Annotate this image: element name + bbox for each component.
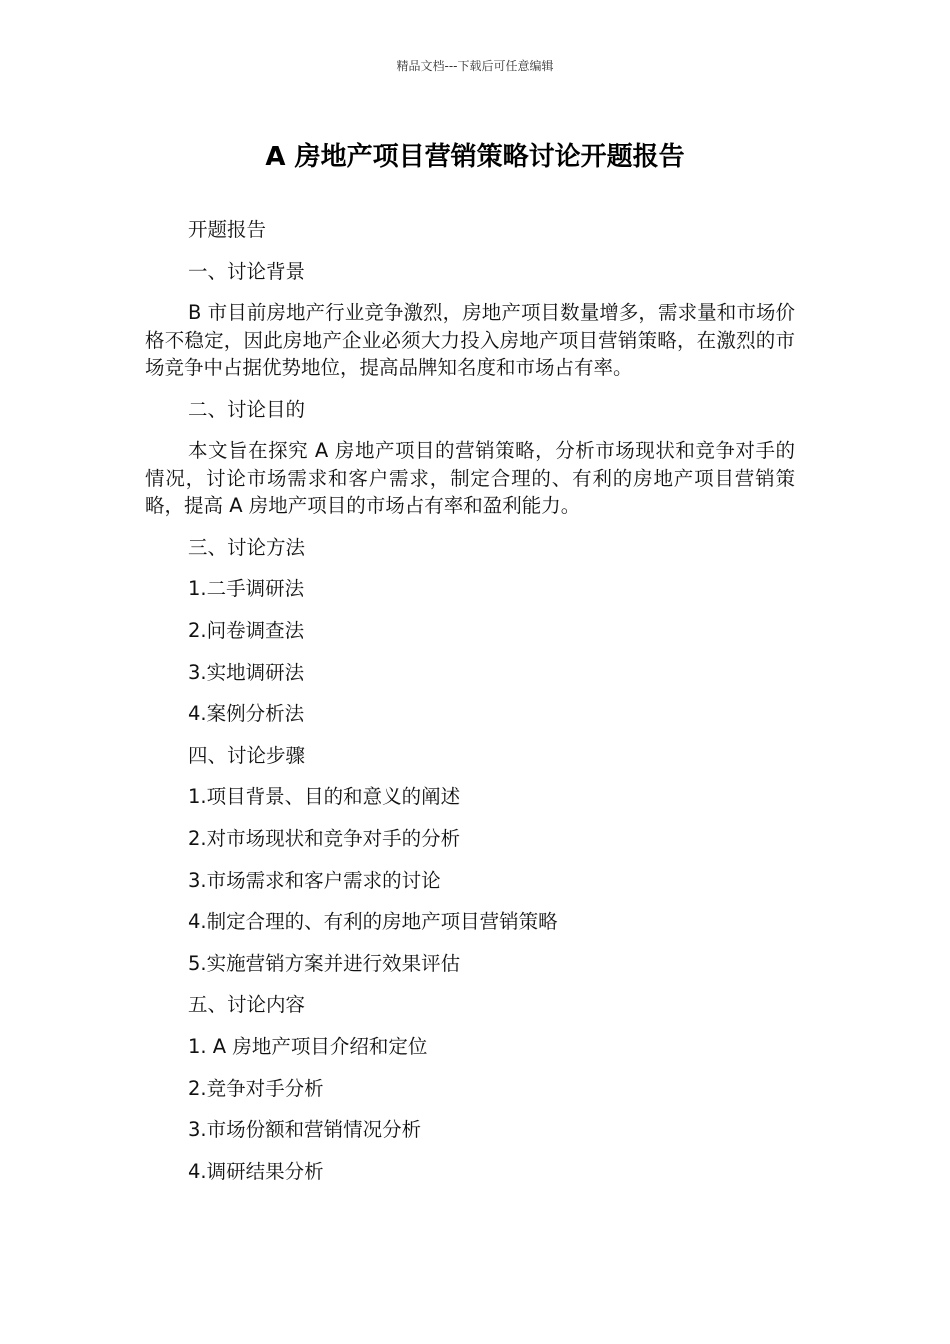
list-item: 4.调研结果分析 bbox=[188, 1159, 324, 1183]
list-item: 2.问卷调查法 bbox=[188, 618, 305, 642]
list-item: 3.实地调研法 bbox=[188, 660, 305, 684]
section-heading: 三、讨论方法 bbox=[188, 535, 306, 559]
list-item: 1.二手调研法 bbox=[188, 577, 305, 601]
body-paragraph: 本文旨在探究 A 房地产项目的营销策略，分析市场现状和竞争对手的情况，讨论市场需求和客户需求，制定合理的、有利的房地产项目营销策略，提高 A 房地产项目的市场占有率和盈利能力。 bbox=[145, 439, 795, 518]
section-heading: 四、讨论步骤 bbox=[188, 743, 306, 767]
body-paragraph: B 市目前房地产行业竞争激烈，房地产项目数量增多，需求量和市场价格不稳定，因此房地产企业必须大力投入房地产项目营销策略，在激烈的市场竞争中占据优势地位，提高品牌知名度和市场占有率。 bbox=[145, 301, 795, 380]
section-heading: 二、讨论目的 bbox=[188, 397, 306, 421]
list-item: 1.项目背景、目的和意义的阐述 bbox=[188, 785, 461, 809]
list-item: 1. A 房地产项目介绍和定位 bbox=[188, 1034, 428, 1058]
list-item: 4.制定合理的、有利的房地产项目营销策略 bbox=[188, 910, 558, 934]
list-item: 2.对市场现状和竞争对手的分析 bbox=[188, 826, 461, 850]
list-item: 5.实施营销方案并进行效果评估 bbox=[188, 951, 461, 975]
section-label: 开题报告 bbox=[188, 218, 267, 241]
document-body bbox=[145, 216, 795, 1199]
document-title: A 房地产项目营销策略讨论开题报告 bbox=[265, 142, 685, 172]
list-item: 4.案例分析法 bbox=[188, 702, 305, 726]
section-heading: 一、讨论背景 bbox=[188, 259, 306, 283]
list-item: 3.市场份额和营销情况分析 bbox=[188, 1118, 422, 1142]
list-item: 3.市场需求和客户需求的讨论 bbox=[188, 868, 441, 892]
header-note: 精品文档---下载后可任意编辑 bbox=[396, 59, 554, 73]
section-heading: 五、讨论内容 bbox=[188, 993, 306, 1017]
list-item: 2.竞争对手分析 bbox=[188, 1076, 324, 1100]
